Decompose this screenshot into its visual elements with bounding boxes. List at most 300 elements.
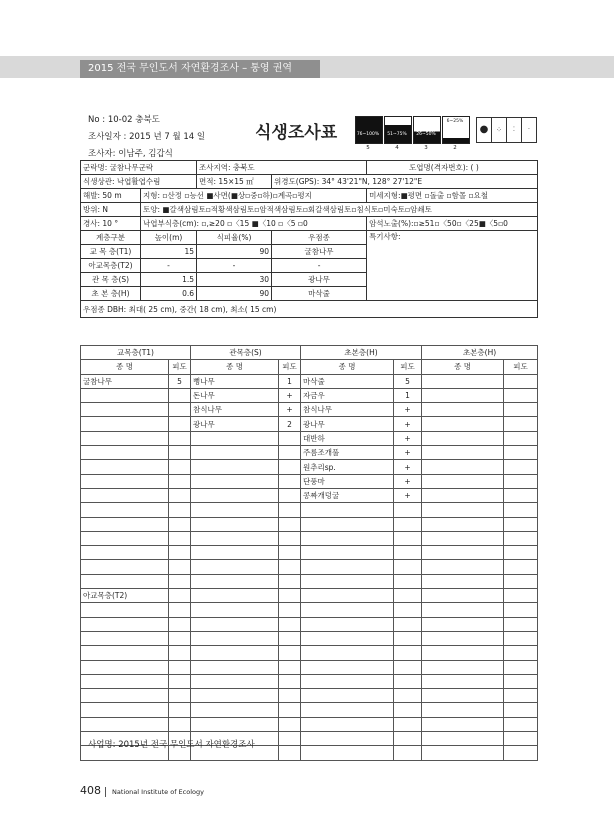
table-row: [81, 717, 538, 731]
species-cover-cell: [279, 674, 301, 688]
table-row: [81, 546, 538, 560]
species-cover-cell: [504, 488, 538, 502]
species-cover-cell: +: [394, 460, 422, 474]
sparse-dots-icon: ⁚: [506, 117, 522, 143]
species-name-cell: [422, 717, 504, 731]
species-name-cell: [191, 474, 279, 488]
species-name-cell: 대반하: [301, 431, 394, 445]
species-name-cell: [422, 446, 504, 460]
species-cover-cell: [394, 617, 422, 631]
group-header-tree: 교목층(T1): [81, 346, 191, 360]
species-name-cell: [422, 660, 504, 674]
table-row: [81, 474, 538, 488]
species-name-cell: [301, 703, 394, 717]
species-cover-cell: [504, 531, 538, 545]
species-name-cell: [191, 631, 279, 645]
species-name-cell: 자금우: [301, 388, 394, 402]
species-name-cell: [191, 531, 279, 545]
table-row: [81, 503, 538, 517]
species-cover-cell: [169, 689, 191, 703]
species-cover-cell: +: [394, 417, 422, 431]
species-cover-cell: [504, 589, 538, 603]
species-name-cell: [301, 574, 394, 588]
species-name-cell: 광나무: [191, 417, 279, 431]
species-name-cell: [191, 460, 279, 474]
species-cover-cell: [169, 660, 191, 674]
species-name-cell: [301, 717, 394, 731]
species-name-cell: [301, 560, 394, 574]
species-name-cell: 단풍마: [301, 474, 394, 488]
species-name-cell: [422, 674, 504, 688]
species-name-cell: [81, 474, 169, 488]
layer-cover: -: [197, 259, 272, 273]
species-name-cell: [422, 403, 504, 417]
species-name-cell: [301, 646, 394, 660]
table-row: [81, 631, 538, 645]
species-cover-cell: [504, 446, 538, 460]
sociability-icons: [476, 117, 536, 143]
col-header-cover: 피도: [279, 360, 301, 374]
slope: 경사: 10 °: [81, 217, 141, 231]
layer-dominant: 마삭줄: [272, 287, 367, 301]
species-name-cell: [422, 460, 504, 474]
surveyors: 조사자: 이남주, 김갑식: [88, 149, 173, 159]
species-cover-cell: +: [394, 446, 422, 460]
species-cover-cell: [504, 403, 538, 417]
group-header-shrub: 관목층(S): [191, 346, 301, 360]
species-name-cell: [422, 374, 504, 388]
species-name-cell: [301, 746, 394, 760]
table-row: [81, 517, 538, 531]
species-name-cell: [81, 531, 169, 545]
altitude: 해발: 50 m: [81, 189, 141, 203]
species-name-cell: [191, 560, 279, 574]
species-cover-cell: [169, 446, 191, 460]
group-header-herb: 초본층(H): [301, 346, 422, 360]
species-cover-cell: [169, 617, 191, 631]
layer-name: 교 목 층(T1): [81, 245, 141, 259]
species-cover-cell: +: [394, 431, 422, 445]
layer-header-dominant: 우점종: [272, 231, 367, 245]
table-row: [81, 403, 538, 417]
species-name-cell: 참식나무: [301, 403, 394, 417]
cover-box-5: [355, 116, 383, 144]
species-name-cell: [301, 589, 394, 603]
cover-num-4: 4: [395, 145, 399, 151]
cover-num-3: 3: [424, 145, 428, 151]
cover-box-4: [384, 116, 412, 144]
layer-dominant: 광나무: [272, 273, 367, 287]
species-cover-cell: [279, 560, 301, 574]
species-name-cell: [301, 689, 394, 703]
layer-height: 1.5: [141, 273, 197, 287]
species-cover-cell: [504, 388, 538, 402]
species-cover-cell: [279, 446, 301, 460]
species-cover-cell: [279, 703, 301, 717]
map-grid-label: 도엽명(격자번호):: [409, 163, 469, 172]
species-cover-cell: [504, 431, 538, 445]
layer-header-cover: 식피율(%): [197, 231, 272, 245]
species-name-cell: [191, 503, 279, 517]
species-name-cell: [81, 574, 169, 588]
species-cover-cell: [504, 660, 538, 674]
species-name-cell: 주름조개풀: [301, 446, 394, 460]
species-cover-cell: [394, 589, 422, 603]
species-name-cell: 참식나무: [191, 403, 279, 417]
species-cover-cell: [504, 746, 538, 760]
species-cover-cell: [169, 589, 191, 603]
cover-label-5: 76~100%: [356, 132, 380, 137]
species-cover-cell: [169, 517, 191, 531]
vegetation-physiognomy: 식생상관: 낙엽활엽수림: [81, 175, 197, 189]
species-cover-cell: [394, 517, 422, 531]
species-name-cell: [81, 503, 169, 517]
map-grid-number: [367, 161, 538, 175]
cover-box-3: [413, 116, 441, 144]
species-cover-cell: 2: [279, 417, 301, 431]
cover-num-5: 5: [366, 145, 370, 151]
species-cover-cell: [504, 617, 538, 631]
dots-cluster-icon: ⁘: [491, 117, 507, 143]
table-row: [81, 646, 538, 660]
map-grid-value: ( ): [470, 163, 479, 172]
species-name-cell: [81, 717, 169, 731]
table-row: [81, 531, 538, 545]
table-row: [81, 703, 538, 717]
species-cover-cell: [504, 631, 538, 645]
layer-dominant: 굴참나무: [272, 245, 367, 259]
table-row: [81, 488, 538, 502]
project-name: 사업명: 2015년 전국 무인도서 자연환경조사: [88, 740, 255, 750]
species-name-cell: 아교목층(T2): [81, 589, 169, 603]
species-cover-cell: [394, 531, 422, 545]
species-cover-cell: [504, 374, 538, 388]
species-name-cell: [81, 431, 169, 445]
species-name-cell: [422, 574, 504, 588]
layer-header-class: 계층구분: [81, 231, 141, 245]
species-cover-cell: [394, 746, 422, 760]
micro-terrain: 미세지형:■평면 ▫돌출 ▫함몰 ▫요철: [367, 189, 538, 203]
species-name-cell: [191, 431, 279, 445]
species-cover-cell: [169, 431, 191, 445]
special-notes: 특기사항:: [367, 231, 538, 301]
species-name-cell: [301, 660, 394, 674]
running-header: 2015 전국 무인도서 자연환경조사 – 통영 권역: [80, 60, 320, 78]
species-cover-cell: [169, 474, 191, 488]
species-name-cell: [301, 617, 394, 631]
species-cover-cell: [169, 603, 191, 617]
species-cover-cell: [504, 460, 538, 474]
layer-height: 15: [141, 245, 197, 259]
species-name-cell: [301, 603, 394, 617]
layer-cover: 90: [197, 287, 272, 301]
species-name-cell: [301, 503, 394, 517]
species-name-cell: [422, 689, 504, 703]
species-cover-cell: [504, 560, 538, 574]
table-row: [81, 689, 538, 703]
col-header-cover: 피도: [504, 360, 538, 374]
dominant-dbh: 우점종 DBH: 최대( 25 cm), 중간( 18 cm), 최소( 15 cm): [81, 301, 538, 318]
table-row: [81, 460, 538, 474]
species-cover-cell: [279, 717, 301, 731]
species-name-cell: [422, 531, 504, 545]
layer-name: 관 목 층(S): [81, 273, 141, 287]
species-cover-cell: +: [394, 474, 422, 488]
species-name-cell: [81, 460, 169, 474]
species-cover-cell: [279, 488, 301, 502]
species-cover-cell: [279, 574, 301, 588]
species-cover-cell: [169, 403, 191, 417]
table-row: [81, 431, 538, 445]
species-name-cell: [301, 546, 394, 560]
cover-num-2: 2: [453, 145, 457, 151]
species-cover-cell: [394, 560, 422, 574]
plot-area: 면적: 15×15 ㎡: [197, 175, 272, 189]
layer-dominant: -: [272, 259, 367, 273]
species-cover-cell: [169, 717, 191, 731]
species-cover-cell: 5: [394, 374, 422, 388]
species-cover-cell: [279, 603, 301, 617]
species-name-cell: 마삭줄: [301, 374, 394, 388]
species-cover-cell: [279, 517, 301, 531]
species-name-cell: [81, 660, 169, 674]
species-name-cell: [191, 660, 279, 674]
species-cover-cell: [169, 574, 191, 588]
layer-cover: 30: [197, 273, 272, 287]
table-row: [81, 417, 538, 431]
species-name-cell: [191, 488, 279, 502]
species-name-cell: [422, 589, 504, 603]
species-name-cell: [81, 517, 169, 531]
species-cover-cell: [279, 646, 301, 660]
table-row: [81, 574, 538, 588]
species-name-cell: [81, 488, 169, 502]
species-name-cell: [81, 560, 169, 574]
page-number: 408: [80, 784, 101, 797]
litter-layer: 낙엽부식층(cm): ▫,≥20 ▫〈15 ■〈10 ▫〈5 ▫0: [141, 217, 367, 231]
col-header-species: 종 명: [191, 360, 279, 374]
species-name-cell: [191, 703, 279, 717]
species-cover-cell: [169, 546, 191, 560]
filled-circle-icon: ●: [476, 117, 492, 143]
species-cover-cell: [169, 388, 191, 402]
species-cover-cell: [169, 531, 191, 545]
table-row: [81, 603, 538, 617]
species-cover-cell: [394, 660, 422, 674]
species-name-cell: [191, 574, 279, 588]
cover-label-4: 51~75%: [387, 132, 407, 137]
species-name-cell: [191, 689, 279, 703]
species-name-cell: [191, 517, 279, 531]
species-name-cell: [301, 674, 394, 688]
institute-name: National Institute of Ecology: [112, 788, 204, 796]
species-name-cell: [81, 403, 169, 417]
species-table: [80, 345, 538, 761]
species-name-cell: [422, 560, 504, 574]
species-name-cell: [81, 689, 169, 703]
species-name-cell: [422, 417, 504, 431]
table-row: [81, 589, 538, 603]
species-cover-cell: [504, 417, 538, 431]
species-cover-cell: [504, 674, 538, 688]
layer-height: 0.6: [141, 287, 197, 301]
species-cover-cell: [279, 531, 301, 545]
species-name-cell: [422, 646, 504, 660]
col-header-cover: 피도: [169, 360, 191, 374]
species-cover-cell: [279, 474, 301, 488]
species-cover-cell: [279, 746, 301, 760]
species-cover-cell: [279, 617, 301, 631]
species-cover-cell: 5: [169, 374, 191, 388]
layer-name: 아교목층(T2): [81, 259, 141, 273]
species-name-cell: [191, 646, 279, 660]
species-name-cell: [191, 589, 279, 603]
rock-exposure: 암석노출(%):▫≥51▫〈50▫〈25■〈5▫0: [367, 217, 538, 231]
col-header-species: 종 명: [422, 360, 504, 374]
species-cover-cell: [394, 574, 422, 588]
species-cover-cell: +: [279, 403, 301, 417]
table-row: [81, 446, 538, 460]
layer-cover: 90: [197, 245, 272, 259]
species-cover-cell: [504, 546, 538, 560]
species-cover-cell: [279, 546, 301, 560]
soil-type: 토양: ■갈색삼림토▫적황색삼림토▫암적색삼림토▫회갈색삼림토▫침식토▫미숙토▫암쇄토: [141, 203, 538, 217]
species-cover-cell: [394, 646, 422, 660]
species-cover-cell: [279, 460, 301, 474]
species-name-cell: [422, 517, 504, 531]
aspect: 방위: N: [81, 203, 141, 217]
record-number: No : 10-02 충북도: [88, 115, 160, 125]
species-cover-cell: +: [394, 488, 422, 502]
layer-name: 초 본 층(H): [81, 287, 141, 301]
species-name-cell: [191, 717, 279, 731]
species-cover-cell: +: [279, 388, 301, 402]
species-cover-cell: [504, 474, 538, 488]
species-cover-cell: [169, 560, 191, 574]
table-row: [81, 388, 538, 402]
species-cover-cell: [169, 703, 191, 717]
species-cover-cell: [504, 646, 538, 660]
species-name-cell: [301, 732, 394, 746]
species-name-cell: 뻥나무: [191, 374, 279, 388]
species-cover-cell: [394, 631, 422, 645]
species-cover-cell: [504, 603, 538, 617]
species-name-cell: [81, 674, 169, 688]
species-cover-cell: [169, 674, 191, 688]
species-name-cell: [81, 703, 169, 717]
col-header-species: 종 명: [81, 360, 169, 374]
species-cover-cell: [169, 417, 191, 431]
species-name-cell: 돈나무: [191, 388, 279, 402]
species-name-cell: [422, 603, 504, 617]
table-row: [81, 660, 538, 674]
species-name-cell: [422, 746, 504, 760]
cover-label-2: 6~25%: [446, 119, 464, 124]
species-name-cell: 원추리sp.: [301, 460, 394, 474]
species-name-cell: [81, 631, 169, 645]
species-name-cell: [422, 546, 504, 560]
community-name: 군락명: 굴참나무군락: [81, 161, 197, 175]
species-name-cell: [81, 388, 169, 402]
species-cover-cell: [504, 689, 538, 703]
cover-label-3: 26~50%: [416, 132, 436, 137]
species-cover-cell: [169, 631, 191, 645]
species-cover-cell: [504, 574, 538, 588]
species-cover-cell: [279, 431, 301, 445]
species-cover-cell: [504, 717, 538, 731]
species-cover-cell: [394, 503, 422, 517]
species-name-cell: [422, 388, 504, 402]
group-header-herb-2: 초본층(H): [422, 346, 538, 360]
species-cover-cell: [279, 503, 301, 517]
species-cover-cell: [504, 517, 538, 531]
species-name-cell: [81, 446, 169, 460]
species-name-cell: [191, 603, 279, 617]
species-cover-cell: [169, 460, 191, 474]
species-cover-cell: 1: [394, 388, 422, 402]
terrain: 지형: ▫산정 ▫능선 ■사면(■상▫중▫하)▫계곡▫평지: [141, 189, 367, 203]
species-name-cell: [81, 546, 169, 560]
species-name-cell: [81, 603, 169, 617]
species-cover-cell: [279, 732, 301, 746]
table-row: [81, 374, 538, 388]
species-name-cell: [81, 417, 169, 431]
species-name-cell: 콩짜개덩굴: [301, 488, 394, 502]
species-name-cell: [422, 703, 504, 717]
layer-header-height: 높이(m): [141, 231, 197, 245]
table-row: [81, 617, 538, 631]
footer-divider: [105, 787, 106, 797]
col-header-cover: 피도: [394, 360, 422, 374]
species-name-cell: [81, 646, 169, 660]
species-cover-cell: [504, 703, 538, 717]
species-name-cell: [191, 617, 279, 631]
species-cover-cell: [394, 732, 422, 746]
species-cover-cell: [279, 689, 301, 703]
site-info-table: [80, 160, 538, 318]
species-cover-cell: [394, 603, 422, 617]
form-title: 식생조사표: [255, 123, 338, 143]
species-cover-cell: +: [394, 403, 422, 417]
species-name-cell: [81, 617, 169, 631]
species-name-cell: [191, 674, 279, 688]
species-name-cell: [301, 517, 394, 531]
species-cover-cell: 1: [279, 374, 301, 388]
species-cover-cell: [169, 646, 191, 660]
survey-date: 조사일자 : 2015 년 7 월 14 일: [88, 132, 206, 142]
species-cover-cell: [394, 674, 422, 688]
table-row: [81, 560, 538, 574]
species-name-cell: 광나무: [301, 417, 394, 431]
species-name-cell: [191, 546, 279, 560]
species-name-cell: [422, 474, 504, 488]
species-name-cell: 굴참나무: [81, 374, 169, 388]
species-cover-cell: [279, 589, 301, 603]
species-name-cell: [422, 732, 504, 746]
layer-height: -: [141, 259, 197, 273]
single-dot-icon: ·: [521, 117, 537, 143]
species-cover-cell: [504, 732, 538, 746]
species-name-cell: [422, 631, 504, 645]
species-name-cell: [191, 446, 279, 460]
col-header-species: 종 명: [301, 360, 394, 374]
species-name-cell: [422, 617, 504, 631]
species-name-cell: [422, 431, 504, 445]
species-name-cell: [422, 488, 504, 502]
species-cover-cell: [394, 703, 422, 717]
species-cover-cell: [504, 503, 538, 517]
species-cover-cell: [394, 546, 422, 560]
